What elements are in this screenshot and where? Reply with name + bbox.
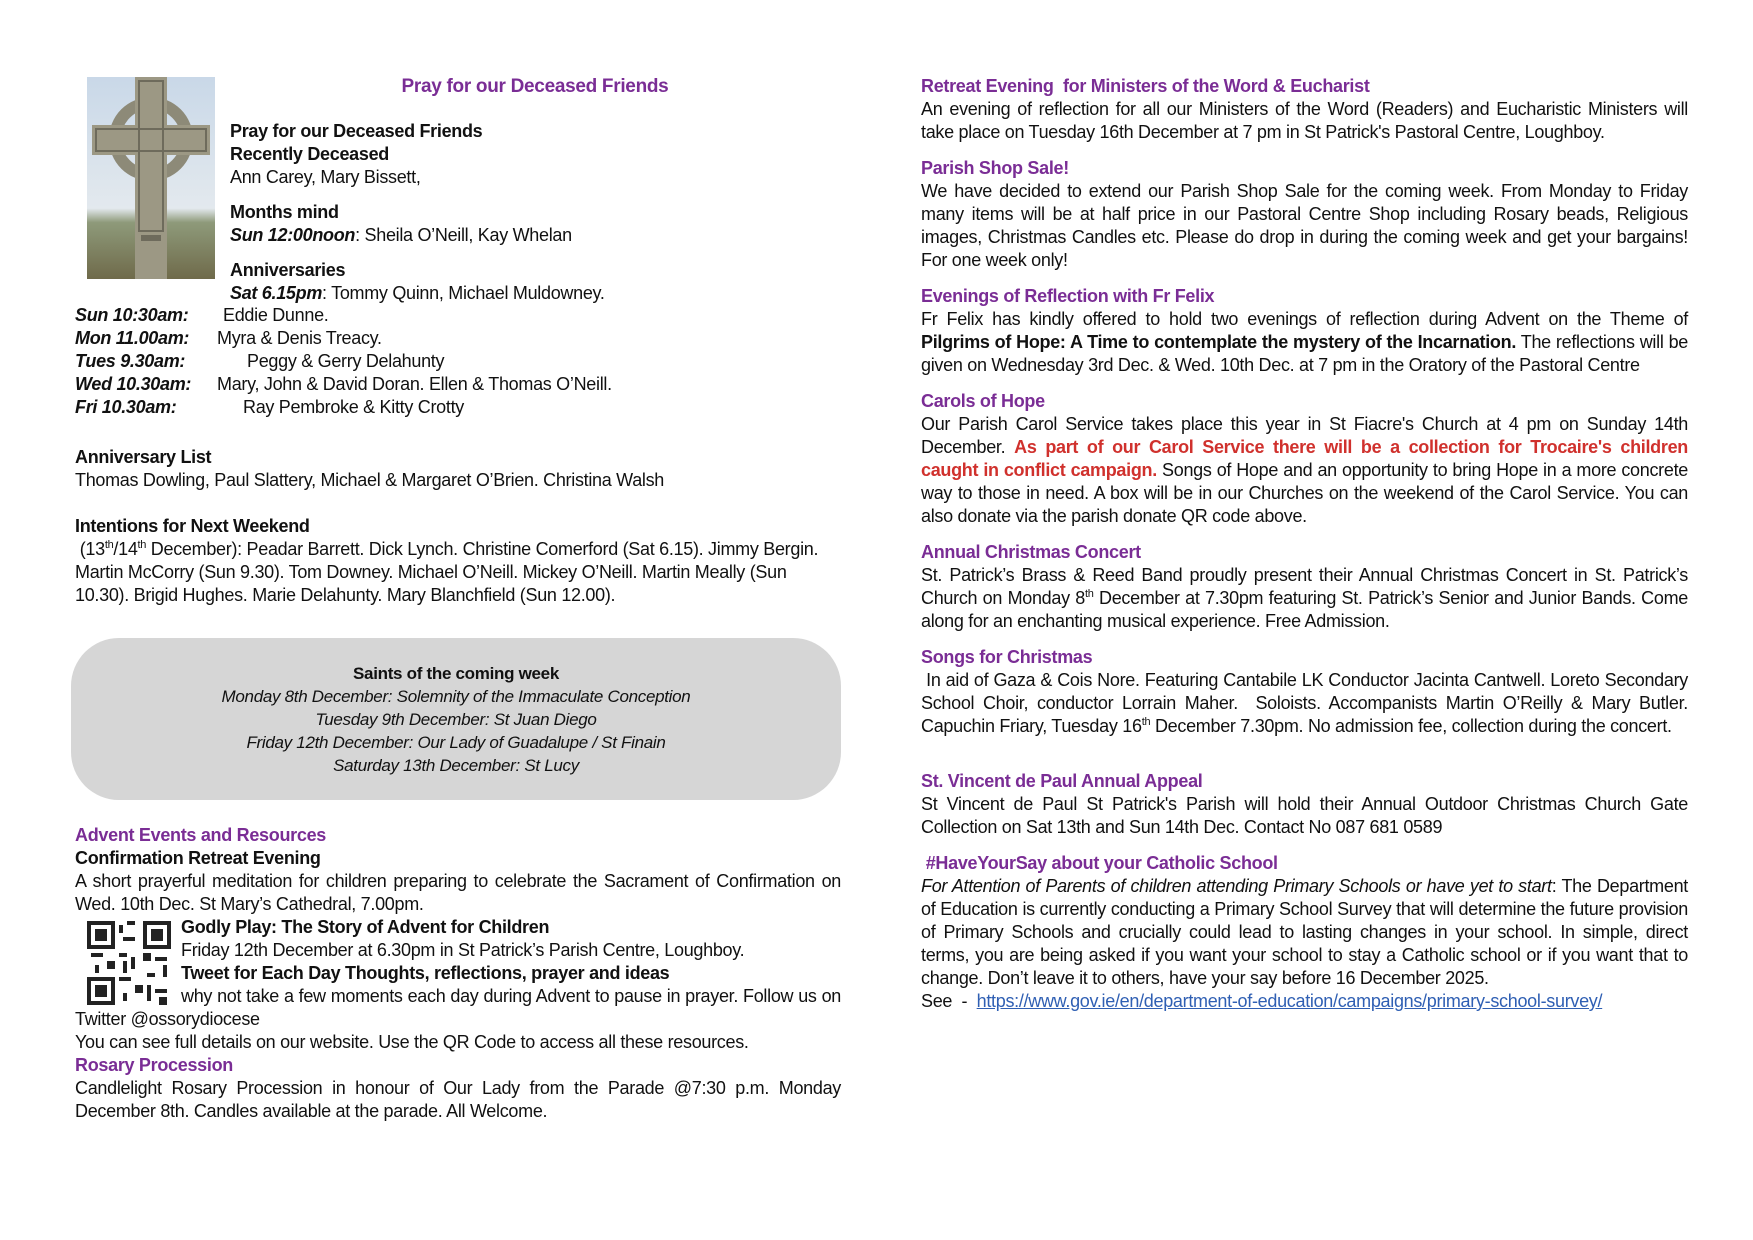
saint-item: Tuesday 9th December: St Juan Diego — [315, 710, 597, 729]
mass-names: Mary, John & David Doran. Ellen & Thomas O’Neill. — [217, 374, 612, 394]
deceased-block — [230, 120, 840, 305]
mass-times — [75, 304, 841, 419]
months-mind-time: Sun 12:00noon — [230, 225, 356, 245]
months-mind-names: : Sheila O’Neill, Kay Whelan — [355, 225, 572, 245]
concert-title: Annual Christmas Concert — [921, 542, 1141, 562]
retreat-title: Retreat Evening for Ministers of the Word & Eucharist — [921, 76, 1370, 96]
sat-time: Sat 6.15pm — [230, 283, 323, 303]
rosary-title: Rosary Procession — [75, 1055, 233, 1075]
mass-time-row — [75, 350, 841, 373]
confirmation-title: Confirmation Retreat Evening — [75, 848, 321, 868]
advent-title: Advent Events and Resources — [75, 825, 326, 845]
sup: th — [1141, 716, 1151, 728]
text: Fr Felix has kindly offered to hold two evenings of reflection during Advent on the Theme of — [921, 309, 1688, 329]
mass-time: Fri 10.30am: — [75, 397, 177, 417]
mass-time: Sun 10:30am: — [75, 305, 189, 325]
mass-time: Wed 10.30am: — [75, 374, 192, 394]
rosary-text: Candlelight Rosary Procession in honour of Our Lady from the Parade @7:30 p.m. Monday December 8th. Candles available at the parade. All Welcome. — [75, 1078, 841, 1121]
intentions — [75, 515, 841, 607]
sat-names: : Tommy Quinn, Michael Muldowney. — [322, 283, 605, 303]
months-mind-line — [230, 224, 840, 247]
trocaire-highlight: As part of our Carol Service there will be a collection for Trocaire's children caught in conflict campaign. — [921, 437, 1688, 480]
mass-time-row — [75, 373, 841, 396]
school-link-line — [921, 990, 1688, 1013]
confirmation-text: A short prayerful meditation for children preparing to celebrate the Sacrament of Confirmation on Wed. 10th Dec. St Mary’s Cathedral, 7.00pm. — [75, 871, 841, 914]
intentions-names: December): Peadar Barrett. Dick Lynch. Christine Comerford (Sat 6.15). Jimmy Bergin. Martin McCorry (Sun 9.30). Tom Downey. Michael O’Neill. Mickey O’Neill. Martin Meally (Sun 10.30). Brigid Hughes. Marie Delahunty. Mary Blanchfield (Sun 12.00). — [75, 539, 819, 605]
felix-text — [921, 308, 1688, 377]
right-column — [921, 75, 1698, 1013]
shop-title: Parish Shop Sale! — [921, 158, 1069, 178]
sup: th — [137, 539, 147, 551]
text: : The Department of Education is currently conducting a Primary School Survey that will determine the future provision of Primary Schools and crucially could lead to lasting changes in your school. In simple, direct terms, you are being asked if you want your school to stay a Catholic school or if you want that to change. Don’t leave it to others, have your say before 16 December 2025. — [921, 876, 1688, 988]
text: December at 7.30pm featuring St. Patrick’s Senior and Junior Bands. Come along for an enchanting musical experience. Free Admission. — [921, 588, 1688, 631]
intentions-title: Intentions for Next Weekend — [75, 516, 310, 536]
text: In aid of Gaza & Cois Nore. Featuring Cantabile LK Conductor Jacinta Cantwell. Loreto Secondary School Choir, conductor Lorrain Maher. Soloists. Accompanists Martin O’Reilly & Mary Butler. Capuchin Friary, Tuesday 16 — [921, 670, 1698, 736]
cross-image — [87, 77, 215, 279]
deceased-subtitle: Pray for our Deceased Friends — [230, 121, 483, 141]
mass-time: Mon 11.00am: — [75, 328, 190, 348]
concert-text — [921, 564, 1688, 633]
text: December 7.30pm. No admission fee, collection during the concert. — [1150, 716, 1672, 736]
recently-deceased-label: Recently Deceased — [230, 144, 389, 164]
mass-names: Myra & Denis Treacy. — [217, 328, 382, 348]
date: /14 — [113, 539, 138, 559]
survey-link[interactable]: https://www.gov.ie/en/department-of-education/campaigns/primary-school-survey/ — [976, 991, 1603, 1011]
deceased-title: Pray for our Deceased Friends — [401, 76, 669, 97]
mass-names: Peggy & Gerry Delahunty — [247, 351, 445, 371]
months-mind-label: Months mind — [230, 202, 339, 222]
school-text — [921, 875, 1688, 990]
school-attention: For Attention of Parents of children attending Primary Schools or have yet to start — [921, 876, 1552, 896]
saint-item: Monday 8th December: Solemnity of the Immaculate Conception — [221, 687, 691, 706]
anniversary-list-names: Thomas Dowling, Paul Slattery, Michael & Margaret O’Brien. Christina Walsh — [75, 470, 665, 490]
text: St. Patrick’s Brass & Reed Band proudly present their Annual Christmas Concert in St. Patrick’s Church on Monday 8 — [921, 565, 1688, 608]
text: Songs of Hope and an opportunity to bring Hope in a more concrete way to those in need. A box will be in our Churches on the weekend of the Carol Service. You can also donate via the parish donate QR code above. — [921, 460, 1688, 526]
mass-names: Eddie Dunne. — [223, 305, 329, 325]
sat-line — [230, 282, 840, 305]
mass-time-row — [75, 304, 841, 327]
tweet-title: Tweet for Each Day Thoughts, reflections, prayer and ideas — [181, 963, 670, 983]
carols-title: Carols of Hope — [921, 391, 1045, 411]
felix-title: Evenings of Reflection with Fr Felix — [921, 286, 1215, 306]
mass-time-row — [75, 396, 841, 419]
retreat-text: An evening of reflection for all our Ministers of the Word (Readers) and Eucharistic Ministers will take place on Tuesday 16th December at 7 pm in St Patrick's Pastoral Centre, Loughboy. — [921, 99, 1688, 142]
recently-deceased-names: Ann Carey, Mary Bissett, — [230, 167, 421, 187]
school-title: #HaveYourSay about your Catholic School — [921, 853, 1278, 873]
godly-play-text: Friday 12th December at 6.30pm in St Patrick’s Parish Centre, Loughboy. — [181, 940, 745, 960]
mass-time-row — [75, 327, 841, 350]
anniversaries-label: Anniversaries — [230, 260, 346, 280]
carols-text — [921, 413, 1688, 528]
saint-item: Friday 12th December: Our Lady of Guadalupe / St Finain — [246, 733, 666, 752]
felix-theme: Pilgrims of Hope: A Time to contemplate the mystery of the Incarnation. — [921, 332, 1517, 352]
shop-text: We have decided to extend our Parish Shop Sale for the coming week. From Monday to Friday many items will be at half price in our Pastoral Centre Shop including Rosary beads, Religious images, Christmas Candles etc. Please do drop in during the coming week and get your bargains! For one week only! — [921, 181, 1688, 270]
anniversary-list-title: Anniversary List — [75, 447, 212, 467]
sup: th — [1084, 588, 1094, 600]
qr-code-icon[interactable] — [87, 920, 171, 1006]
mass-names: Ray Pembroke & Kitty Crotty — [243, 397, 464, 417]
advent-section — [75, 824, 841, 1123]
saints-box — [71, 638, 841, 800]
intentions-text: (13th/14th December): Peadar Barrett. Dick Lynch. Christine Comerford (Sat 6.15). Jimmy Bergin. Martin McCorry (Sun 9.30). Tom Downey. Michael O’Neill. Mickey O’Neill. Martin Meally (Sun 10.30). Brigid Hughes. Marie Delahunty. Mary Blanchfield (Sun 12.00). — [75, 539, 819, 605]
svp-title: St. Vincent de Paul Annual Appeal — [921, 771, 1203, 791]
sup: th — [104, 539, 114, 551]
anniversary-list — [75, 446, 841, 492]
date: 13 — [85, 539, 105, 559]
songs-title: Songs for Christmas — [921, 647, 1093, 667]
see-label: See - — [921, 991, 977, 1011]
mass-time: Tues 9.30am: — [75, 351, 186, 371]
svp-text: St Vincent de Paul St Patrick's Parish will hold their Annual Outdoor Christmas Church Gate Collection on Sat 13th and Sun 14th Dec. Contact No 087 681 0589 — [921, 794, 1688, 837]
tweet-text: why not take a few moments each day during Advent to pause in prayer. Follow us on Twitter @ossorydiocese — [75, 986, 841, 1029]
text: The reflections will be given on Wednesday 3rd Dec. & Wed. 10th Dec. at 7 pm in the Oratory of the Pastoral Centre — [921, 332, 1688, 375]
songs-text — [921, 669, 1698, 738]
website-text: You can see full details on our website. Use the QR Code to access all these resources. — [75, 1032, 749, 1052]
text: Our Parish Carol Service takes place this year in St Fiacre's Church at 4 pm on Sunday 14th December. — [921, 414, 1688, 457]
saint-item: Saturday 13th December: St Lucy — [333, 756, 579, 775]
godly-play-title: Godly Play: The Story of Advent for Children — [181, 917, 550, 937]
saints-title: Saints of the coming week — [353, 664, 559, 683]
